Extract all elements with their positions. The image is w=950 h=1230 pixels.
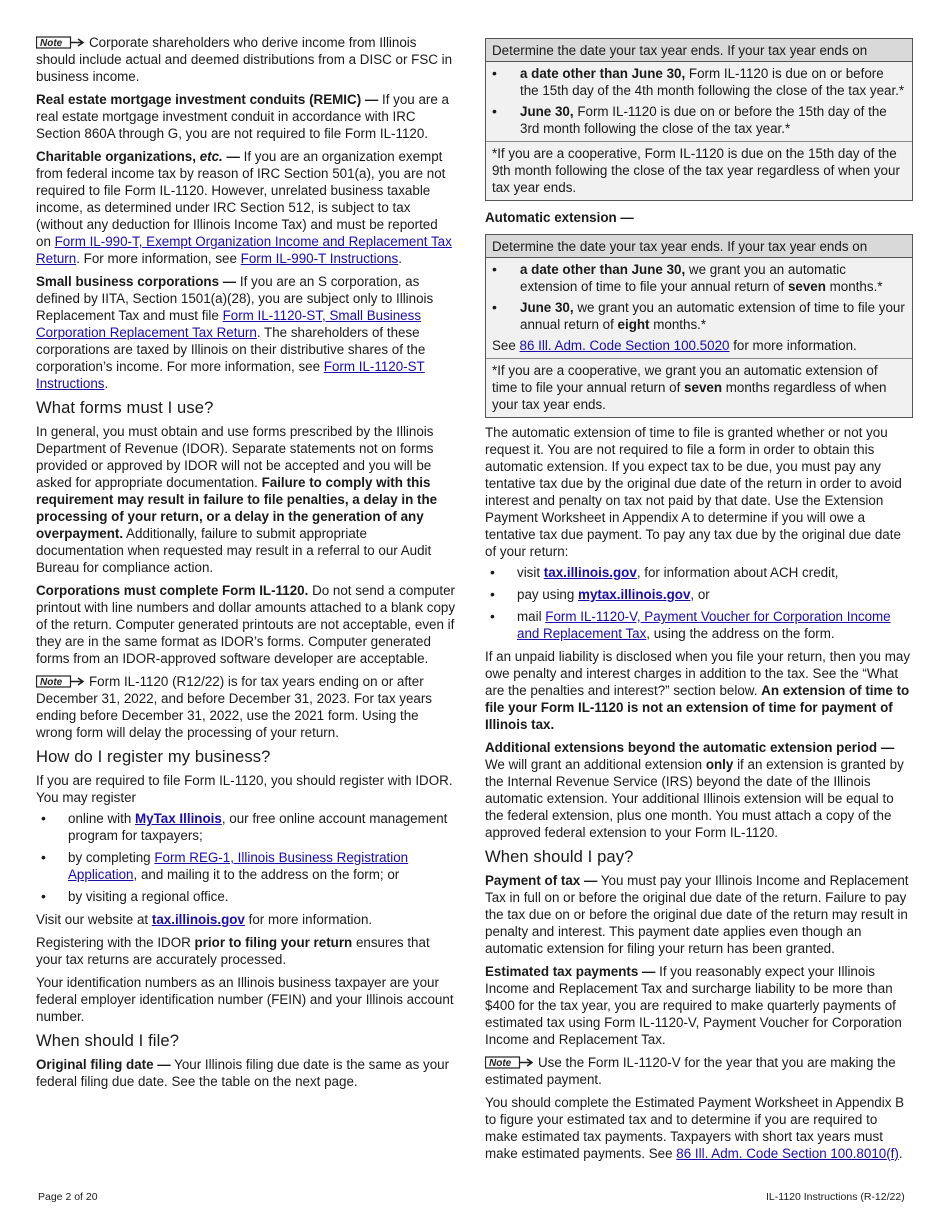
visit-paragraph: Visit our website at tax.illinois.gov for more information. [36, 912, 373, 927]
adm-code-100-8010-link[interactable]: 86 Ill. Adm. Code Section 100.8010(f) [676, 1146, 899, 1161]
extension-footnote: *If you are a cooperative, we grant you an automatic extension of time to file your annual return of seven months regardless of when your tax year ends. [486, 358, 912, 415]
register-intro: If you are required to file Form IL-1120, you should register with IDOR. You may register [36, 773, 453, 805]
worksheet-paragraph: You should complete the Estimated Payment Worksheet in Appendix B to figure your estimated tax and to determine if you are required to make estimated tax payments. Taxpayers with short tax years must make estimated payments. See 86 Ill. Adm. Code Section 100.8010(f). [485, 1095, 905, 1161]
remic-title: Real estate mortgage investment conduits (REMIC) — [36, 92, 379, 107]
estimated-payments-paragraph: Estimated tax payments — If you reasonably expect your Illinois Income and Replacement Tax and surcharge liability to be more than $400 for the tax year, you are required to make quarterly payments of estimated tax using Form IL-1120-V, Payment Voucher for Corporation Income and Replacement Tax. [485, 964, 902, 1047]
payment-options-list [485, 564, 913, 642]
list-item: • visit tax.illinois.gov, for information about ACH credit, [485, 564, 913, 581]
note-icon [36, 675, 86, 688]
form-reg-1-link[interactable]: Form REG-1, Illinois Business Registration Application [68, 850, 409, 882]
list-item: • by visiting a regional office. [36, 888, 456, 905]
estimated-note-paragraph: Note Use the Form IL-1120-V for the year that you are making the estimated payment. [485, 1055, 896, 1087]
form-il-1120-st-link[interactable]: Form IL-1120-ST, Small Business Corporation Replacement Tax Return [36, 308, 422, 340]
il-990-t-instructions-link[interactable]: Form IL-990-T Instructions [240, 251, 399, 266]
list-item: • June 30, Form IL-1120 is due on or before the 15th day of the 3rd month following the close of the tax year.* [492, 103, 906, 137]
note-icon [36, 36, 86, 49]
extension-table-header: Determine the date your tax year ends. If your tax year ends on [486, 235, 912, 258]
original-filing-paragraph: Original filing date — Your Illinois filing due date is the same as your federal filing due date. See the table on the next page. [36, 1057, 450, 1089]
register-list [36, 810, 456, 905]
note-icon [485, 1056, 535, 1069]
remic-paragraph [36, 91, 456, 142]
il-1120-st-instructions-link[interactable]: Form IL-1120-ST Instructions [36, 359, 425, 391]
id-numbers-paragraph: Your identification numbers as an Illinois business taxpayer are your federal employer identification number (FEIN) and your Illinois account number. [36, 975, 454, 1024]
small-business-title: Small business corporations — [36, 274, 237, 289]
list-item: • a date other than June 30, we grant you an automatic extension of time to file your annual return of seven months.* [492, 261, 906, 295]
note-icon-label: Note [40, 38, 63, 49]
forms-heading: What forms must I use? [36, 398, 214, 417]
auto-extension-paragraph: The automatic extension of time to file is granted whether or not you request it. You are not required to file a form in order to obtain this automatic extension. If you expect tax to be due, you must pay any tentative tax due by the original due date of the return in order to avoid interest and penalty on tax not paid by that date. Use the Extension Payment Worksheet in Appendix A to determine if you will owe a tentative tax due payment. To pay any tax due by the original due date of your return: [485, 425, 902, 559]
payment-of-tax-paragraph: Payment of tax — You must pay your Illinois Income and Replacement Tax in full on or before the original due date of the return. Failure to pay the tax due on or before the original due date of the return may result in penalty and interest. This payment date applies even though an automatic extension for filing your return has been granted. [485, 873, 909, 956]
form-il-1120-v-link[interactable]: Form IL-1120-V, Payment Voucher for Corporation Income and Replacement Tax [517, 609, 891, 641]
unpaid-liability-paragraph: If an unpaid liability is disclosed when you file your return, then you may owe penalty and interest charges in addition to the tax. See the “What are the penalties and interest?” section below. An extension of time to file your Form IL-1120 is not an extension of time for payment of Illinois tax. [485, 649, 911, 732]
pay-heading: When should I pay? [485, 847, 634, 866]
file-heading: When should I file? [36, 1031, 180, 1050]
small-business-paragraph: Small business corporations — If you are an S corporation, as defined by IITA, Section 1501(a)(28), you are subject only to Illinois Replacement Tax and must file Form IL-1120-ST, Small Business Corporation Replacement Tax Return. The shareholders of these corporations are taxed by Illinois on their distributive shares of the corporation’s income. For more information, see Form IL-1120-ST Instructions. [36, 274, 434, 391]
list-item: • June 30, we grant you an automatic extension of time to file your annual return of eight months.* [492, 299, 906, 333]
forms-paragraph-2: Corporations must complete Form IL-1120. Do not send a computer printout with line numbers and dollar amounts attached to a blank copy of the return. Computer generated printouts are not acceptable, even if they are in the same format as IDOR’s forms. Computer generated forms from an IDOR-approved software developer are acceptable. [36, 583, 456, 666]
auto-extension-title: Automatic extension — [485, 210, 634, 225]
note-icon-label: Note [40, 677, 63, 688]
extension-see-more: See 86 Ill. Adm. Code Section 100.5020 for more information. [492, 338, 857, 353]
charitable-title: Charitable organizations, etc. — [36, 149, 240, 164]
charitable-paragraph: Charitable organizations, etc. — If you are an organization exempt from federal income tax by reason of IRC Section 501(a), you are not required to file Form IL-1120. However, unrelated business taxable income, as determined under IRC Section 512, is subject to tax (without any deduction for Illinois Income Tax) and must be reported on Form IL-990-T, Exempt Organization Income and Replacement Tax Return. For more information, see Form IL-990-T Instructions. [36, 149, 452, 266]
forms-note-paragraph: Note Form IL-1120 (R12/22) is for tax years ending on or after December 31, 2022, and before December 31, 2023. For tax years ending before December 31, 2022, use the 2021 form. Using the wrong form will delay the processing of your return. [36, 674, 432, 740]
disc-note-paragraph [36, 34, 456, 85]
register-heading: How do I register my business? [36, 747, 271, 766]
remic-text: If you are a real estate mortgage investment conduit in accordance with IRC Section 860A through G, you are not required to file Form IL-1120. [36, 92, 449, 141]
charitable-text: If you are an organization exempt from federal income tax by reason of IRC Section 501(a), you are not required to file Form IL-1120. However, unrelated business taxable income, as determined under IRC Section 512, is subject to tax (without any deduction for Illinois Income Tax) and must be reported on [36, 149, 446, 249]
page-number: Page 2 of 20 [38, 1191, 98, 1203]
adm-code-100-5020-link[interactable]: 86 Ill. Adm. Code Section 100.5020 [519, 338, 730, 353]
due-date-table-header: Determine the date your tax year ends. If your tax year ends on [486, 39, 912, 62]
note-icon-label: Note [489, 1058, 512, 1069]
list-item: • online with MyTax Illinois, our free online account management program for taxpayers; [36, 810, 456, 844]
forms-paragraph-1: In general, you must obtain and use forms prescribed by the Illinois Department of Revenue (IDOR). Separate statements not on forms provided or approved by IDOR will not be accepted and you will be asked for appropriate documentation. Failure to comply with this requirement may result in failure to file penalties, a delay in the processing of your return, or a delay in the generation of any overpayment. Additionally, failure to submit appropriate documentation when requested may result in a referral to our Audit Bureau for compliance action. [36, 424, 438, 575]
tax-illinois-gov-link[interactable]: tax.illinois.gov [151, 912, 245, 927]
form-revision-label: IL-1120 Instructions (R-12/22) [766, 1191, 905, 1203]
mytax-illinois-gov-link[interactable]: mytax.illinois.gov [578, 587, 691, 602]
extension-table [485, 234, 913, 418]
tax-illinois-gov-link[interactable]: tax.illinois.gov [543, 565, 637, 580]
registering-paragraph: Registering with the IDOR prior to filing your return ensures that your tax returns are accurately processed. [36, 935, 430, 967]
disc-note-text: Corporate shareholders who derive income from Illinois should include actual and deemed distributions from a DISC or FSC in business income. [36, 35, 453, 84]
due-date-footnote: *If you are a cooperative, Form IL-1120 is due on the 15th day of the 9th month following the close of the tax year regardless of when your tax year ends. [486, 141, 912, 198]
due-date-table [485, 38, 913, 201]
right-column [485, 38, 913, 1168]
list-item: • mail Form IL-1120-V, Payment Voucher for Corporation Income and Replacement Tax, using the address on the form. [485, 608, 913, 642]
mytax-illinois-link[interactable]: MyTax Illinois [135, 811, 222, 826]
list-item: • by completing Form REG-1, Illinois Business Registration Application, and mailing it to the address on the form; or [36, 849, 456, 883]
list-item: • a date other than June 30, Form IL-1120 is due on or before the 15th day of the 4th month following the close of the tax year.* [492, 65, 906, 99]
list-item: • pay using mytax.illinois.gov, or [485, 586, 913, 603]
left-column [36, 34, 456, 1096]
additional-extensions-paragraph: Additional extensions beyond the automatic extension period — We will grant an additional extension only if an extension is granted by the Internal Revenue Service (IRS) beyond the date of the Illinois automatic extension. Your additional Illinois extension will be equal to the federal extension, plus one month. You must attach a copy of the approved federal extension to your Form IL-1120. [485, 740, 904, 840]
form-il-990-t-link[interactable]: Form IL-990-T, Exempt Organization Income and Replacement Tax Return [36, 234, 452, 266]
